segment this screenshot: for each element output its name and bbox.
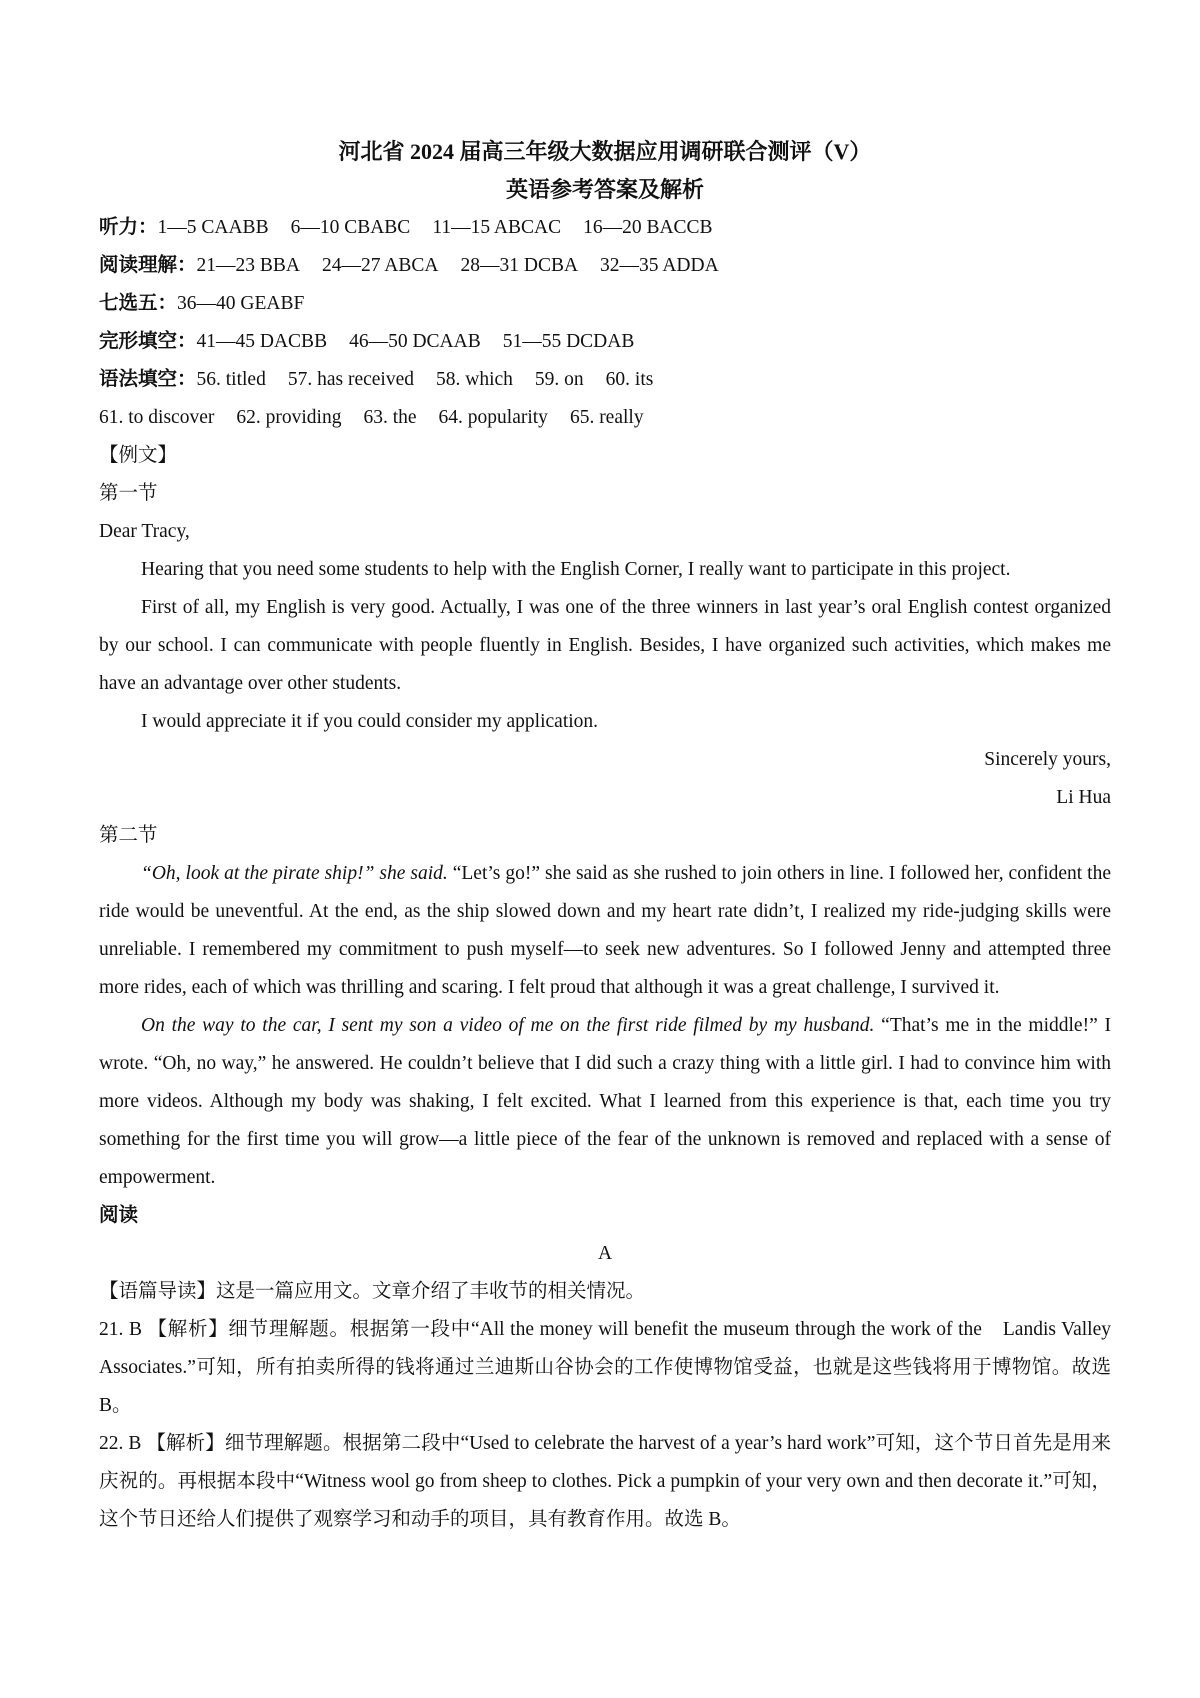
sample-heading: 【例文】: [99, 445, 178, 466]
answer-group: 65. really: [569, 407, 644, 428]
reading-analysis: [99, 1197, 1111, 1539]
sample-essay: [99, 437, 1111, 1197]
question-explanation: 22. B 【解析】细节理解题。根据第二段中“Used to celebrate the harvest of a year’s hard work”可知，这个节日首先是用来庆祝的。再根据本段中“Witness wool go from sheep to clothes. Pick a pumpkin of your very own and then decorate it.”可知，这个节日还给人们提供了观察学习和动手的项目，具有教育作用。故选 B。: [99, 1433, 1111, 1530]
reading-heading: 阅读: [99, 1205, 139, 1226]
letter-paragraph: First of all, my English is very good. Actually, I was one of the three winners in last year’s oral English contest organized by our school. I can communicate with people fluently in English. Besides, I have organized such activities, which makes me have an advantage over other students.: [99, 597, 1111, 694]
answer-group: 57. has received: [287, 369, 414, 390]
section-one-heading: 第一节: [99, 483, 158, 504]
answer-group: 59. on: [534, 369, 584, 390]
answer-group: 32—35 ADDA: [600, 255, 719, 276]
answer-line-cloze: [99, 323, 1111, 361]
story-paragraph: [99, 1007, 1111, 1197]
answer-label: 完形填空：: [99, 331, 197, 352]
story-text: “Let’s go!” she said as she rushed to join others in line. I followed her, confident the ride would be uneventful. At the end, as the ship slowed down and my heart rate didn’t, I realized my ride-judging skills were unreliable. I remembered my commitment to push myself—to seek new adventures. So I followed Jenny and attempted three more rides, each of which was thrilling and scaring. I felt proud that although it was a great challenge, I survived it.: [99, 863, 1111, 998]
answer-label: 阅读理解：: [99, 255, 197, 276]
letter-greeting: Dear Tracy,: [99, 521, 190, 542]
answer-group: 64. popularity: [438, 407, 548, 428]
answer-group: 58. which: [436, 369, 513, 390]
answer-line-seven-choose-five: [99, 285, 1111, 323]
answer-group: 46—50 DCAAB: [349, 331, 481, 352]
answer-group: 28—31 DCBA: [460, 255, 579, 276]
page-subtitle: 英语参考答案及解析: [505, 177, 704, 202]
letter-signature: Li Hua: [1056, 787, 1111, 808]
answer-group: 6—10 CBABC: [290, 217, 411, 238]
answer-group: 61. to discover: [99, 407, 215, 428]
answer-label: 听力：: [99, 217, 158, 238]
section-two-heading: 第二节: [99, 825, 158, 846]
story-prompt: “Oh, look at the pirate ship!” she said.: [141, 863, 448, 884]
story-text: “That’s me in the middle!” I wrote. “Oh, no way,” he answered. He couldn’t believe that I did such a crazy thing with a little girl. I had to convince him with more videos. Although my body was shaking, I felt excited. What I learned from this experience is that, each time you try something for the first time you will grow—a little piece of the fear of the unknown is removed and replaced with a sense of empowerment.: [99, 1015, 1111, 1188]
answer-group: 24—27 ABCA: [322, 255, 439, 276]
answer-group: 41—45 DACBB: [196, 331, 328, 352]
page-title: 河北省 2024 届高三年级大数据应用调研联合测评（V）: [338, 139, 872, 164]
question-explanation: 21. B 【解析】细节理解题。根据第一段中“All the money will benefit the museum through the work of the Landis Valley Associates.”可知，所有拍卖所得的钱将通过兰迪斯山谷协会的工作使博物馆受益，也就是这些钱将用于博物馆。故选 B。: [99, 1319, 1111, 1416]
answer-group: 63. the: [363, 407, 417, 428]
answer-key: [99, 209, 1111, 437]
answer-line-reading: [99, 247, 1111, 285]
answer-group: 1—5 CAABB: [157, 217, 269, 238]
letter-paragraph: Hearing that you need some students to help with the English Corner, I really want to participate in this project.: [141, 559, 1011, 580]
answer-group: 60. its: [605, 369, 654, 390]
answer-group: 36—40 GEABF: [177, 293, 305, 314]
answer-line-listening: [99, 209, 1111, 247]
answer-group: 11—15 ABCAC: [432, 217, 562, 238]
story-paragraph: [99, 855, 1111, 1007]
answer-group: 21—23 BBA: [196, 255, 300, 276]
letter-paragraph: I would appreciate it if you could consider my application.: [141, 711, 599, 732]
answer-label: 语法填空：: [99, 369, 197, 390]
reading-intro: 【语篇导读】这是一篇应用文。文章介绍了丰收节的相关情况。: [99, 1281, 646, 1302]
answer-line-grammar: [99, 361, 1111, 399]
answer-label: 七选五：: [99, 293, 178, 314]
answer-group: 56. titled: [196, 369, 266, 390]
answer-group: 51—55 DCDAB: [502, 331, 635, 352]
answer-group: 16—20 BACCB: [583, 217, 713, 238]
document-page: [99, 0, 1111, 1539]
answer-line-grammar-cont: [99, 399, 1111, 437]
letter-closing: Sincerely yours,: [984, 749, 1111, 770]
answer-group: 62. providing: [236, 407, 342, 428]
story-prompt: On the way to the car, I sent my son a video of me on the first ride filmed by my husband.: [141, 1015, 875, 1036]
reading-section-label: A: [597, 1243, 613, 1264]
